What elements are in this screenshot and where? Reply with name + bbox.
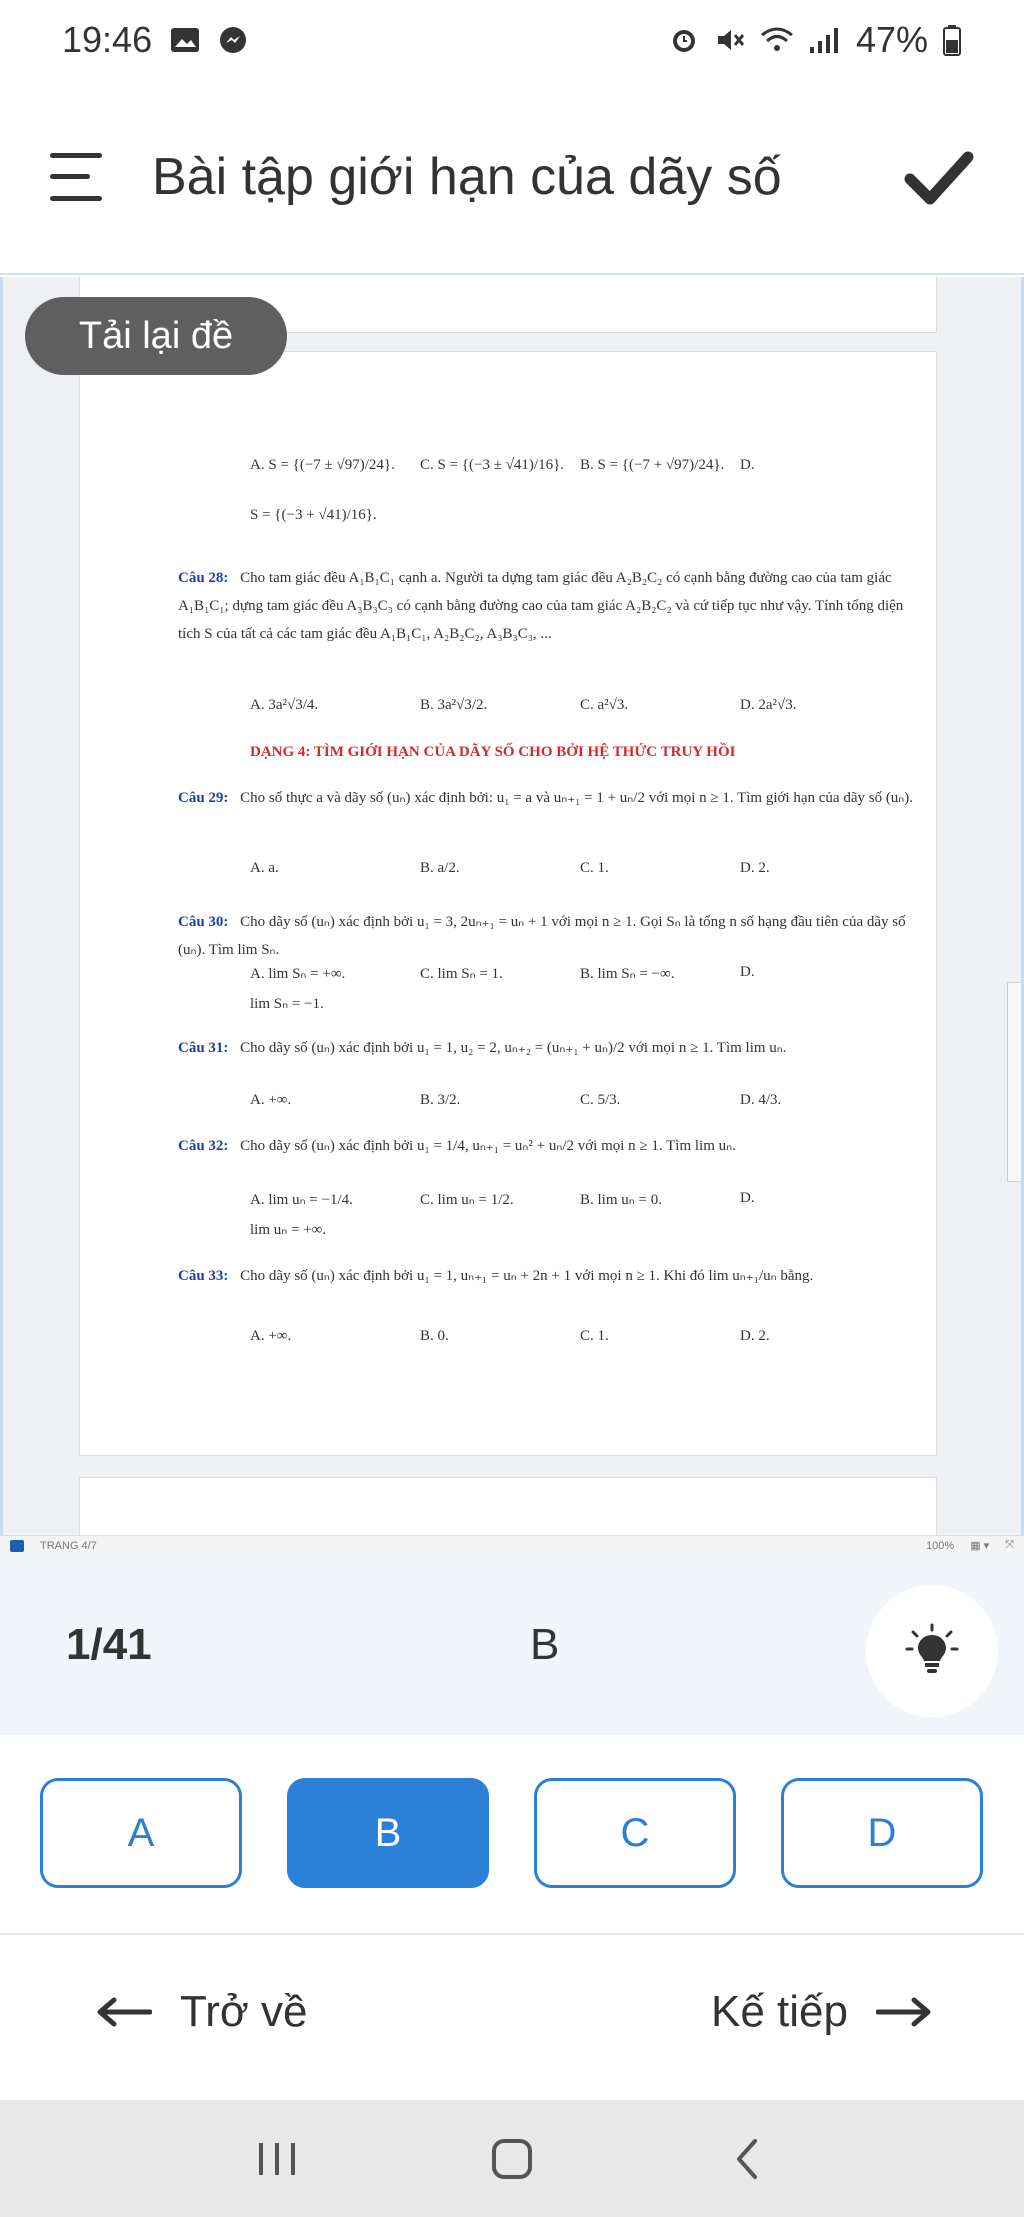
status-bar (0, 0, 1024, 80)
option-a: A. 3a²√3/4. (250, 697, 319, 713)
view-mode-icon[interactable]: ▦ ▾ (970, 1540, 990, 1552)
option-a: A. lim uₙ = −1/4. (250, 1192, 353, 1208)
question-counter: 1/41 (66, 1620, 152, 1669)
option-c: C. lim Sₙ = 1. (420, 966, 503, 982)
question-33 (178, 1262, 918, 1290)
option-d-button[interactable]: D (781, 1778, 983, 1888)
question-30-extra (250, 994, 910, 1030)
option-d: D. 4/3. (740, 1092, 782, 1108)
option-d: D. (740, 457, 755, 473)
option-d-value: S = {(−3 + √41)/16}. (250, 507, 377, 523)
option-c: C. 1. (580, 1328, 609, 1344)
status-time: 19:46 (62, 19, 153, 60)
page-title: Bài tập giới hạn của dãy số (152, 147, 782, 206)
question-text: Cho dãy số (uₙ) xác định bởi u₁ = 3, 2uₙ₊₁ = uₙ + 1 với mọi n ≥ 1. Gọi Sₙ là tổng n số hạng đầu tiên của dãy số (uₙ). Tìm lim Sₙ. (178, 914, 906, 958)
question-28-options (250, 697, 910, 733)
question-33-options (250, 1328, 910, 1364)
option-b-button[interactable]: B (287, 1778, 489, 1888)
question-32 (178, 1132, 918, 1160)
arrow-left-icon (96, 1997, 152, 2027)
word-doc-icon (10, 1540, 24, 1552)
option-b: B. 3a²√3/2. (420, 697, 488, 713)
selected-answer: B (530, 1620, 560, 1669)
option-d: D. 2. (740, 1328, 770, 1344)
back-nav-button[interactable] (717, 2129, 777, 2189)
question-number: Câu 29: (178, 790, 229, 806)
option-b: B. 3/2. (420, 1092, 461, 1108)
option-a: A. S = {(−7 ± √97)/24}. (250, 457, 395, 473)
question-31 (178, 1034, 918, 1062)
question-text: Cho dãy số (uₙ) xác định bởi u₁ = 1, uₙ₊₁ = uₙ + 2n + 1 với mọi n ≥ 1. Khi đó lim uₙ₊₁/uₙ bằng. (240, 1268, 814, 1284)
page-indicator: TRANG 4/7 (40, 1539, 97, 1552)
option-a: A. +∞. (250, 1092, 292, 1108)
answer-bar (0, 1555, 1024, 1735)
question-28 (178, 564, 918, 648)
question-number: Câu 32: (178, 1138, 229, 1154)
battery-icon (942, 24, 962, 56)
option-c: C. lim uₙ = 1/2. (420, 1192, 514, 1208)
answer-options (0, 1735, 1024, 1935)
question-number: Câu 33: (178, 1268, 229, 1284)
next-button[interactable] (711, 1987, 932, 2037)
option-d: D. 2. (740, 860, 770, 876)
wifi-icon (760, 25, 794, 55)
footer-nav (0, 1935, 1024, 2100)
option-b: B. a/2. (420, 860, 460, 876)
question-29 (178, 784, 918, 812)
fullscreen-icon[interactable]: ⤧ (1005, 1539, 1014, 1551)
gallery-icon (170, 27, 200, 53)
recent-apps-icon (255, 2139, 299, 2179)
question-32-extra (250, 1220, 910, 1256)
next-label: Kế tiếp (711, 1987, 848, 2036)
question-31-options (250, 1092, 910, 1128)
option-b: B. S = {(−7 + √97)/24}. (580, 457, 725, 473)
question-number: Câu 31: (178, 1040, 229, 1056)
option-d-value: lim Sₙ = −1. (250, 996, 324, 1012)
scroll-handle[interactable] (1007, 982, 1021, 1182)
option-c: C. 5/3. (580, 1092, 621, 1108)
back-nav-icon (727, 2135, 767, 2183)
mute-icon (714, 24, 746, 56)
option-b: B. 0. (420, 1328, 449, 1344)
document-viewer[interactable] (0, 277, 1024, 1535)
recent-apps-button[interactable] (247, 2129, 307, 2189)
alarm-icon (668, 24, 700, 56)
question-text: Cho tam giác đều A₁B₁C₁ cạnh a. Người ta dựng tam giác đều A₂B₂C₂ có cạnh bằng đường cao của tam giác A₁B₁C₁; dựng tam giác đều A₃B₃C₃ có cạnh bằng đường cao của tam giác A₂B₂C₂ và cứ tiếp tục như vậy. Tính tổng diện tích S của tất cả các tam giác đều A₁B₁C₁, A₂B₂C₂, A₃B₃C₃, ... (178, 570, 904, 642)
question-30 (178, 908, 918, 964)
option-a: A. a. (250, 860, 279, 876)
option-a: A. +∞. (250, 1328, 292, 1344)
hint-button[interactable] (866, 1585, 998, 1717)
option-d: D. 2a²√3. (740, 697, 797, 713)
question-29-options (250, 860, 910, 896)
option-c-button[interactable]: C (534, 1778, 736, 1888)
messenger-icon (218, 25, 248, 55)
section-heading: DẠNG 4: TÌM GIỚI HẠN CỦA DÃY SỐ CHO BỞI HỆ THỨC TRUY HỒI (250, 744, 736, 760)
signal-icon (808, 25, 842, 55)
option-d: D. (740, 964, 755, 980)
question-number: Câu 30: (178, 914, 229, 930)
back-button[interactable] (96, 1987, 307, 2037)
zoom-level[interactable]: 100% (926, 1539, 955, 1552)
option-c: C. S = {(−3 ± √41)/16}. (420, 457, 565, 473)
arrow-right-icon (876, 1997, 932, 2027)
lightbulb-icon (904, 1623, 960, 1679)
q27-options (250, 457, 910, 493)
next-page (79, 1477, 937, 1535)
system-nav-bar (0, 2100, 1024, 2217)
question-text: Cho dãy số (uₙ) xác định bởi u₁ = 1, u₂ = 2, uₙ₊₂ = (uₙ₊₁ + uₙ)/2 với mọi n ≥ 1. Tìm lim uₙ. (240, 1040, 787, 1056)
option-d: D. (740, 1190, 755, 1206)
option-d-value: lim uₙ = +∞. (250, 1222, 327, 1238)
home-button[interactable] (482, 2129, 542, 2189)
option-c: C. a²√3. (580, 697, 629, 713)
q27-extra (250, 507, 910, 543)
home-icon (488, 2135, 536, 2183)
question-number: Câu 28: (178, 570, 229, 586)
option-b: B. lim Sₙ = −∞. (580, 966, 675, 982)
option-c: C. 1. (580, 860, 609, 876)
battery-percent: 47% (855, 19, 928, 60)
question-text: Cho dãy số (uₙ) xác định bởi u₁ = 1/4, uₙ₊₁ = uₙ² + uₙ/2 với mọi n ≥ 1. Tìm lim uₙ. (240, 1138, 736, 1154)
option-a: A. lim Sₙ = +∞. (250, 966, 346, 982)
app-header (0, 80, 1024, 275)
check-icon[interactable] (904, 147, 974, 207)
menu-icon[interactable] (50, 153, 110, 201)
question-text: Cho số thực a và dãy số (uₙ) xác định bởi: u₁ = a và uₙ₊₁ = 1 + uₙ/2 với mọi n ≥ 1. Tìm giới hạn của dãy số (uₙ). (240, 790, 914, 806)
option-a-button[interactable]: A (40, 1778, 242, 1888)
reload-button[interactable]: Tải lại đề (25, 297, 287, 375)
back-label: Trở về (180, 1987, 308, 2036)
viewer-toolbar (0, 1535, 1024, 1555)
option-b: B. lim uₙ = 0. (580, 1192, 662, 1208)
document-page (79, 351, 937, 1456)
